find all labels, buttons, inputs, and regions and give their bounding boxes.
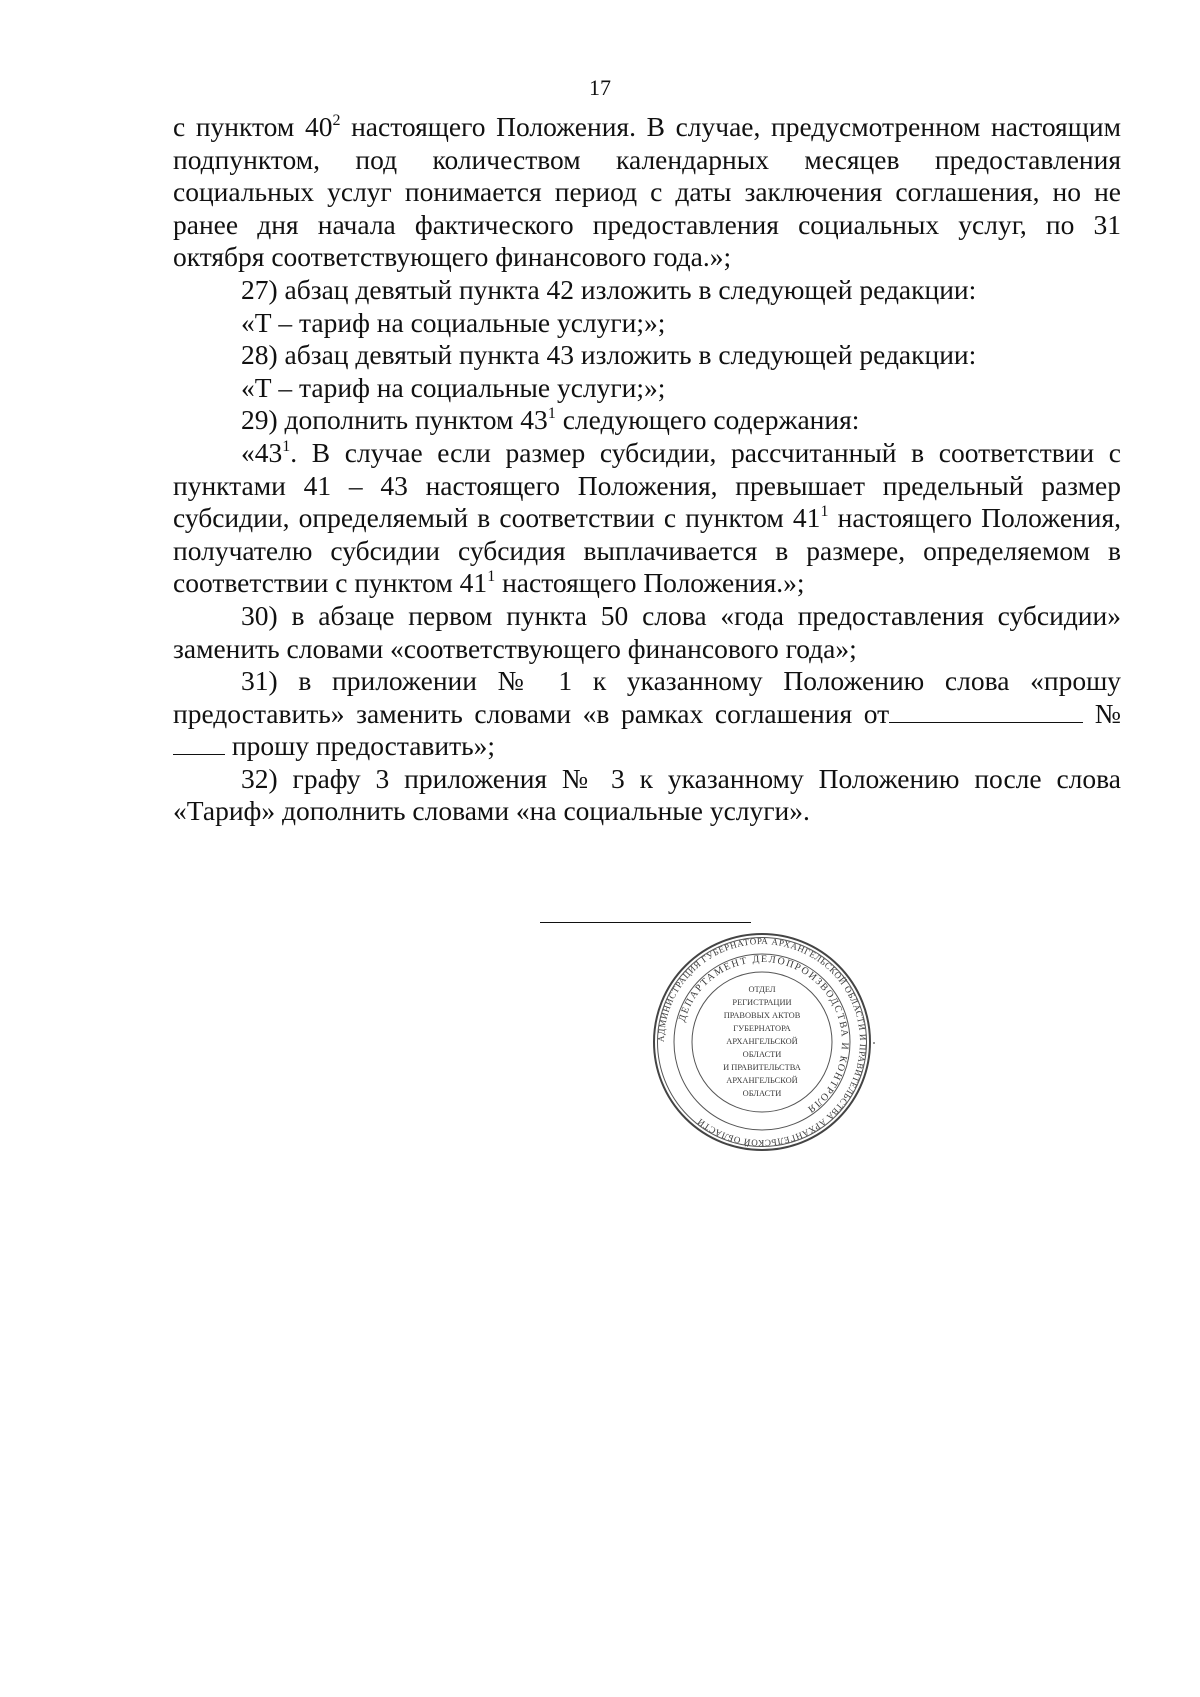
stamp-inner-text: ДЕПАРТАМЕНТ ДЕЛОПРОИЗВОДСТВА И КОНТРОЛЯ bbox=[676, 953, 851, 1116]
superscript: 1 bbox=[487, 568, 496, 586]
paragraph-28: 28) абзац девятый пункта 43 изложить в следующей редакции: bbox=[241, 339, 977, 371]
paragraph-29 bbox=[173, 404, 1121, 437]
stamp-line: ОТДЕЛ bbox=[748, 985, 776, 994]
superscript: 1 bbox=[282, 437, 291, 455]
stamp-line: ГУБЕРНАТОРА bbox=[733, 1024, 791, 1033]
paragraph-28-quote: «Т – тариф на социальные услуги;»; bbox=[241, 371, 666, 403]
document-body bbox=[173, 111, 1121, 828]
paragraph-43-1-text-d: настоящего Положения.»; bbox=[495, 567, 805, 599]
paragraph-43-1-text-b: . В случае если размер субсидии, рассчитанный в соответствии с пунктами 41 – 43 настоящего Положения, превышает предельный размер субсидии, определяемый в соответствии с пунктом 41 bbox=[173, 436, 1121, 534]
paragraph-43-1 bbox=[173, 437, 1121, 600]
number-sign: № bbox=[1094, 697, 1121, 729]
paragraph-29-text-b: следующего содержания: bbox=[555, 404, 860, 436]
paragraph-27: 27) абзац девятый пункта 42 изложить в следующей редакции: bbox=[241, 273, 977, 305]
stamp-line: АРХАНГЕЛЬСКОЙ bbox=[726, 1076, 798, 1085]
date-blank-line bbox=[889, 698, 1083, 723]
page-number: 17 bbox=[589, 75, 611, 100]
paragraph-27-quote: «Т – тариф на социальные услуги;»; bbox=[241, 306, 666, 338]
superscript: 1 bbox=[547, 405, 556, 423]
stamp-outer-text: АДМИНИСТРАЦИЯ ГУБЕРНАТОРА АРХАНГЕЛЬСКОЙ ОБЛАСТИ И ПРАВИТЕЛЬСТВА АРХАНГЕЛЬСКОЙ ОБЛАСТИ bbox=[655, 935, 869, 1149]
stamp-line: АРХАНГЕЛЬСКОЙ bbox=[726, 1037, 798, 1046]
superscript: 2 bbox=[332, 111, 341, 129]
paragraph-31 bbox=[173, 665, 1121, 763]
paragraph-1-text-a: с пунктом 40 bbox=[173, 111, 333, 142]
superscript: 1 bbox=[820, 502, 829, 520]
paragraph-32: 32) графу 3 приложения № 3 к указанному Положению после слова «Тариф» дополнить словами «на социальные услуги». bbox=[173, 762, 1121, 827]
paragraph-1 bbox=[173, 111, 1121, 274]
paragraph-43-1-text-c: настоящего Положения, получателю субсидии субсидия выплачивается в размере, определяемом в соответствии с пунктом 41 bbox=[173, 502, 1121, 599]
end-separator-line bbox=[540, 922, 751, 923]
official-stamp bbox=[650, 930, 874, 1154]
stamp-graphic bbox=[650, 930, 874, 1154]
stamp-line: ОБЛАСТИ bbox=[742, 1050, 782, 1059]
scan-speck bbox=[873, 1042, 875, 1044]
paragraph-31-text-a: 31) в приложении № 1 к указанному Положению слова «прошу предоставить» заменить словами «в рамках соглашения от bbox=[173, 665, 1121, 729]
paragraph-29-text-a: 29) дополнить пунктом 43 bbox=[241, 404, 548, 436]
paragraph-1-text-b: настоящего Положения. В случае, предусмотренном настоящим подпунктом, под количеством календарных месяцев предоставления социальных услуг понимается период с даты заключения соглашения, но не ранее дня начала фактического предоставления социальных услуг, по 31 октября соответствующего финансового года.»; bbox=[173, 111, 1122, 273]
paragraph-31-text-c: прошу предоставить»; bbox=[225, 730, 496, 762]
stamp-line: ОБЛАСТИ bbox=[742, 1089, 782, 1098]
paragraph-43-1-text-a: «43 bbox=[241, 436, 283, 468]
stamp-line: И ПРАВИТЕЛЬСТВА bbox=[723, 1063, 801, 1072]
stamp-line: РЕГИСТРАЦИИ bbox=[732, 998, 792, 1007]
paragraph-30: 30) в абзаце первом пункта 50 слова «года предоставления субсидии» заменить словами «соответствующего финансового года»; bbox=[173, 599, 1121, 664]
stamp-line: ПРАВОВЫХ АКТОВ bbox=[723, 1011, 801, 1020]
number-blank-line bbox=[173, 730, 225, 755]
